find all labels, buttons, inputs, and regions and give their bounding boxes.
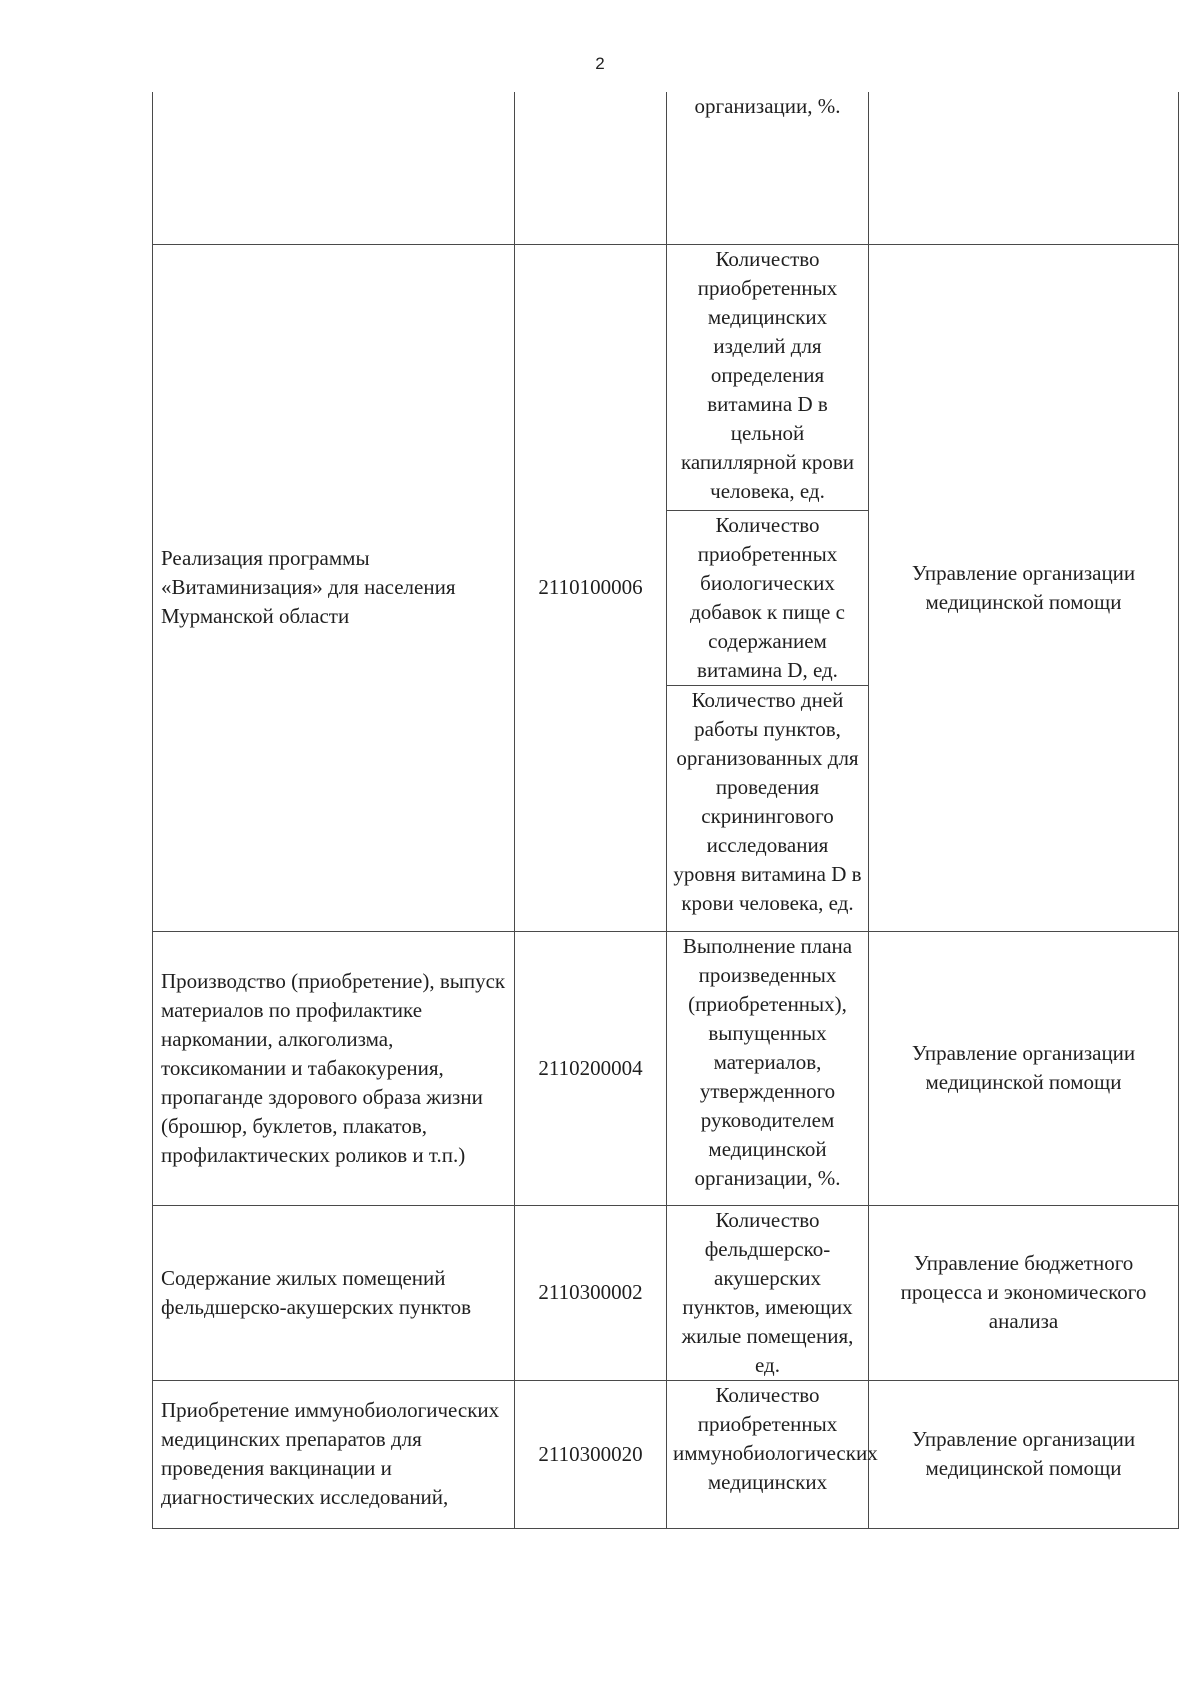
- indicator-cell: Количество фельдшерско-акушерских пунктов, имеющих жилые помещения, ед.: [667, 1205, 869, 1380]
- department-cell: Управление организации медицинской помощи: [869, 1380, 1179, 1528]
- indicator-cell: организации, %.: [667, 92, 869, 244]
- activity-cell: Реализация программы «Витаминизация» для населения Мурманской области: [153, 244, 515, 931]
- table-row: [153, 1205, 1179, 1380]
- table-row: [153, 931, 1179, 1205]
- activities-table: [152, 92, 1179, 1529]
- indicator-cell: Количество приобретенных биологических добавок к пище с содержанием витамина D, ед.: [667, 510, 869, 685]
- table-row: [153, 244, 1179, 510]
- table-row: [153, 1380, 1179, 1528]
- activity-cell: [153, 92, 515, 244]
- activity-cell: Приобретение иммунобиологических медицинских препаратов для проведения вакцинации и диагностических исследований,: [153, 1380, 515, 1528]
- activity-cell: Содержание жилых помещений фельдшерско-акушерских пунктов: [153, 1205, 515, 1380]
- indicator-cell: Выполнение плана произведенных (приобретенных), выпущенных материалов, утвержденного руководителем медицинской организации, %.: [667, 931, 869, 1205]
- department-cell: [869, 92, 1179, 244]
- code-cell: 2110300002: [515, 1205, 667, 1380]
- department-cell: Управление организации медицинской помощи: [869, 244, 1179, 931]
- indicator-cell: Количество приобретенных иммунобиологических медицинских: [667, 1380, 869, 1528]
- indicator-cell: Количество приобретенных медицинских изделий для определения витамина D в цельной капиллярной крови человека, ед.: [667, 244, 869, 510]
- code-cell: [515, 92, 667, 244]
- table-row: [153, 92, 1179, 244]
- activity-cell: Производство (приобретение), выпуск материалов по профилактике наркомании, алкоголизма, токсикомании и табакокурения, пропаганде здорового образа жизни (брошюр, буклетов, плакатов, профилактических роликов и т.п.): [153, 931, 515, 1205]
- department-cell: Управление организации медицинской помощи: [869, 931, 1179, 1205]
- page-number: 2: [595, 54, 605, 73]
- department-cell: Управление бюджетного процесса и экономического анализа: [869, 1205, 1179, 1380]
- code-cell: 2110100006: [515, 244, 667, 931]
- indicator-cell: Количество дней работы пунктов, организованных для проведения скринингового исследования уровня витамина D в крови человека, ед.: [667, 685, 869, 931]
- code-cell: 2110300020: [515, 1380, 667, 1528]
- code-cell: 2110200004: [515, 931, 667, 1205]
